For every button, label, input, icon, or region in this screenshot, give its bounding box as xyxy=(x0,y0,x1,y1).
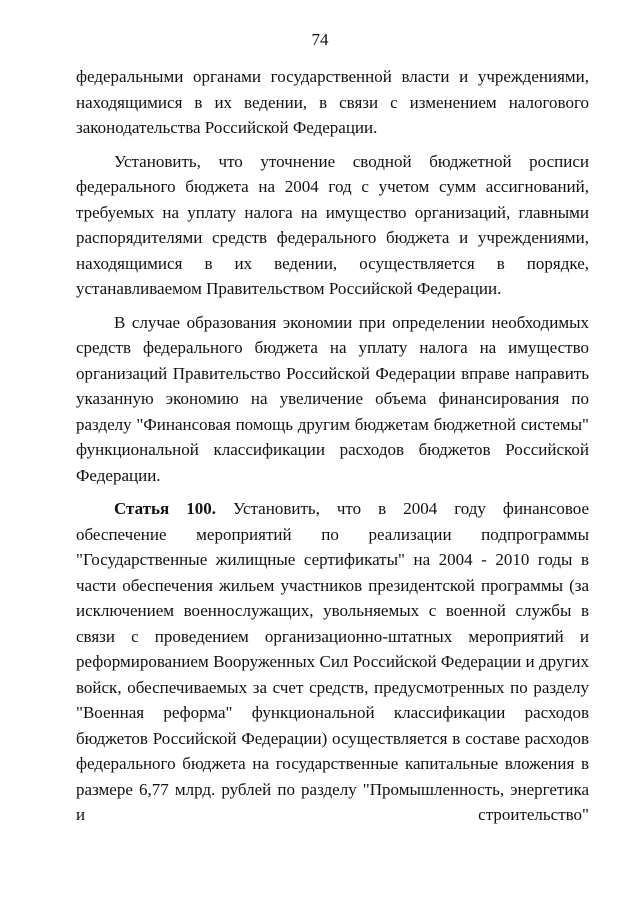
body-text xyxy=(76,64,589,836)
article-100-paragraph xyxy=(76,496,589,828)
page-number: 74 xyxy=(311,30,329,49)
article-label: Статья 100. xyxy=(114,499,216,518)
paragraph-savings: В случае образования экономии при определении необходимых средств федерального бюджета на уплату налога на имущество организаций Правительство Российской Федерации вправе направить указанную экономию на увеличение объема финансирования по разделу "Финансовая помощь другим бюджетам бюджетной системы" функциональной классификации расходов бюджетов Российской Федерации. xyxy=(76,312,589,485)
article-text: Установить, что в 2004 году финансовое обеспечение мероприятий по реализации подпрограммы "Государственные жилищные сертификаты" на 2004 - 2010 годы в части обеспечения жильем участников президентской программы (за исключением военнослужащих, увольняемых с военной службы в связи с проведением организационно-штатных мероприятий и реформированием Вооруженных Сил Российской Федерации и других войск, обеспечиваемых за счет средств, предусмотренных по разделу "Военная реформа" функциональной классификации расходов бюджетов Российской Федерации) осуществляется в составе расходов федерального бюджета на государственные капитальные вложения в размере 6,77 млрд. рублей по разделу "Промышленность, энергетика и строительство" xyxy=(76,499,589,824)
paragraph-budget-clarification: Установить, что уточнение сводной бюджетной росписи федерального бюджета на 2004 год с учетом сумм ассигнований, требуемых на уплату налога на имущество организаций, главными распорядителями средств федерального бюджета и учреждениями, находящимися в их ведении, осуществляется в порядке, устанавливаемом Правительством Российской Федерации. xyxy=(76,151,589,298)
paragraph-continuation: федеральными органами государственной власти и учреждениями, находящимися в их ведении, в связи с изменением налогового законодательства Российской Федерации. xyxy=(76,67,589,137)
